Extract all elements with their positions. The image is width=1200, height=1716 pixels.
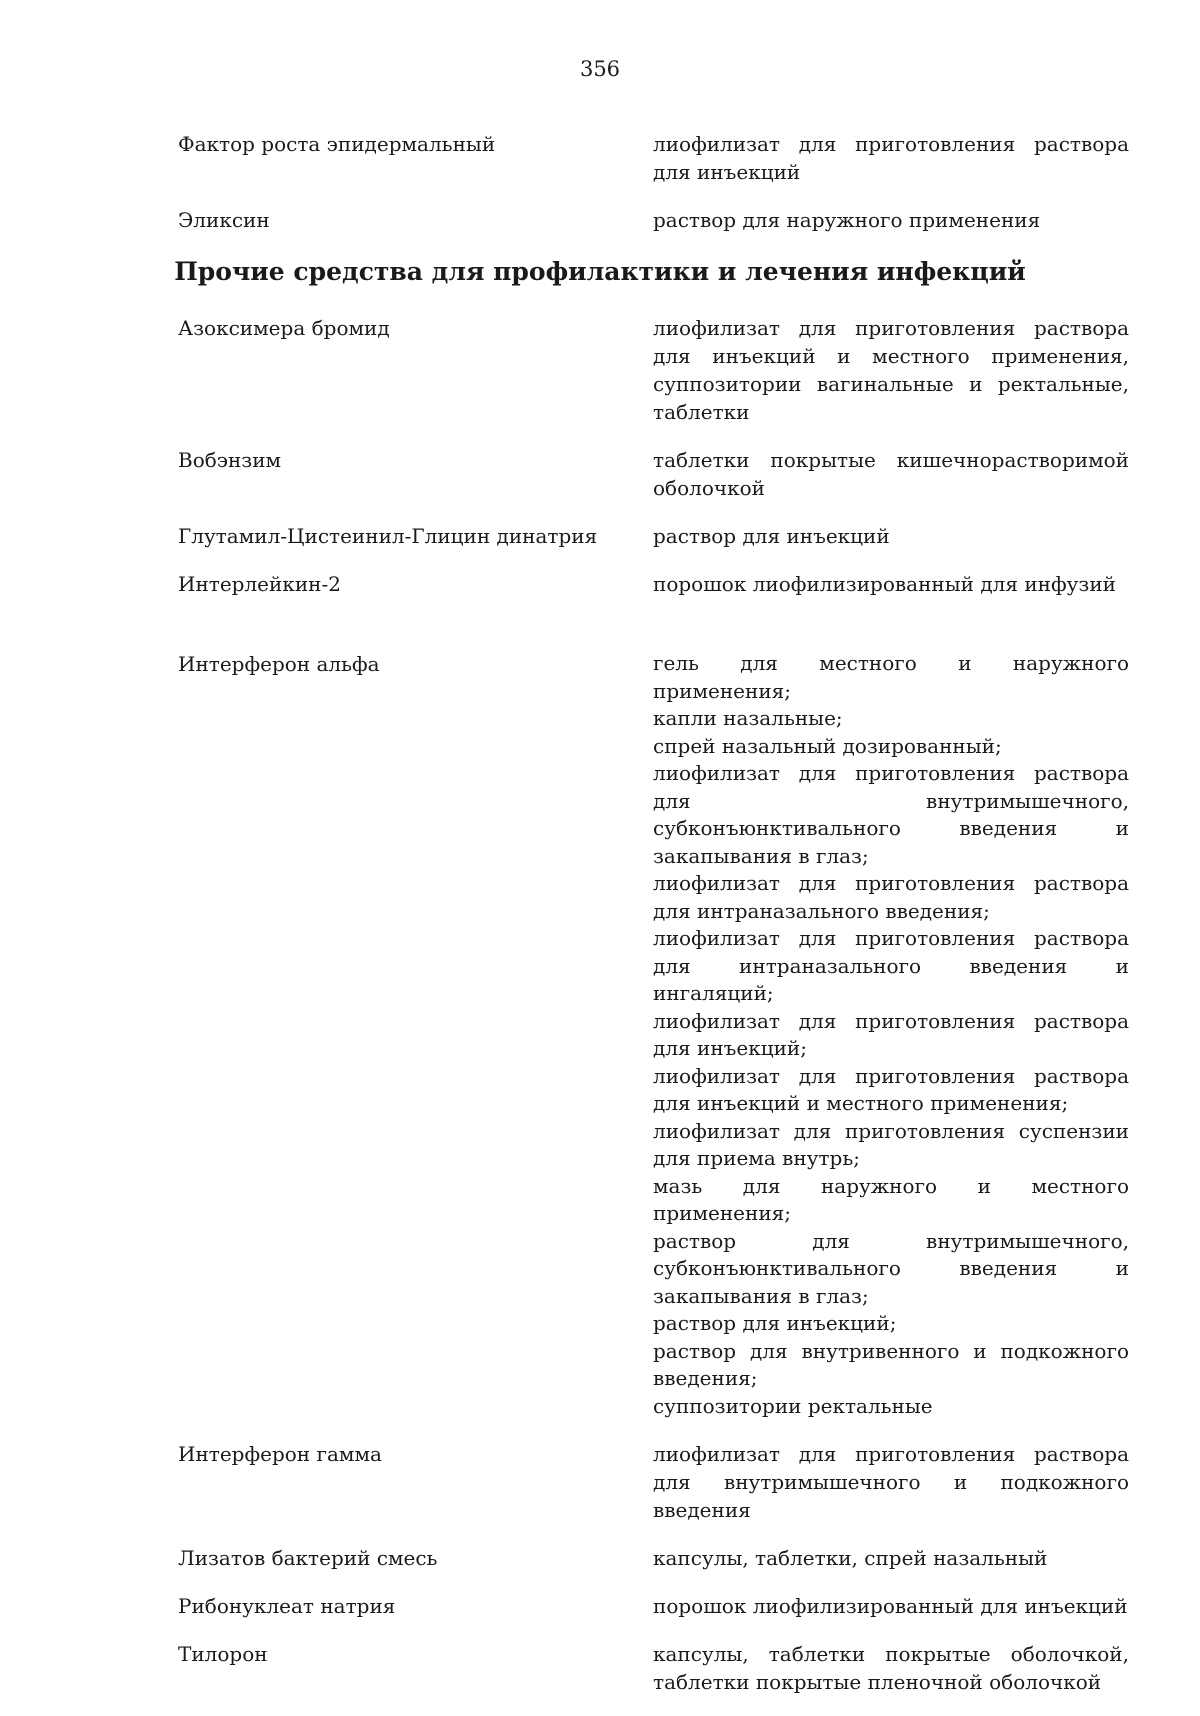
drug-forms — [653, 1544, 1129, 1572]
page-number: 356 — [579, 57, 621, 81]
table-row — [178, 1640, 1130, 1696]
table-row — [178, 206, 1130, 234]
drug-forms — [653, 522, 1129, 550]
table-row — [178, 570, 1130, 598]
drug-forms — [653, 314, 1129, 426]
form-line: лиофилизат для приготовления раствора для инъекций и местного применения; — [653, 1063, 1129, 1115]
section-title: Прочие средства для профилактики и лечения инфекций — [174, 257, 1026, 286]
drug-forms — [653, 1592, 1129, 1620]
drug-table — [178, 314, 1130, 1716]
table-row — [178, 314, 1130, 426]
form-line: суппозитории ректальные — [653, 1393, 933, 1418]
drug-forms — [653, 206, 1129, 234]
form-line: лиофилизат для приготовления раствора для интраназального введения и ингаляций; — [653, 926, 1129, 1005]
form-line: лиофилизат для приготовления раствора для инъекций — [653, 132, 1129, 184]
form-line: порошок лиофилизированный для инъекций — [653, 1594, 1128, 1618]
drug-name: Лизатов бактерий смесь — [178, 1546, 438, 1570]
form-line: капсулы, таблетки, спрей назальный — [653, 1546, 1048, 1570]
form-line: лиофилизат для приготовления суспензии для приема внутрь; — [653, 1118, 1129, 1170]
drug-name: Эликсин — [178, 208, 270, 232]
drug-forms — [653, 130, 1129, 186]
drug-name: Фактор роста эпидермальный — [178, 132, 496, 156]
form-line: порошок лиофилизированный для инфузий — [653, 572, 1116, 596]
drug-name: Интерферон альфа — [178, 652, 380, 676]
drug-forms — [653, 1640, 1129, 1696]
drug-forms — [653, 446, 1129, 502]
table-row — [178, 1592, 1130, 1620]
form-line: капли назальные; — [653, 706, 843, 730]
drug-forms — [653, 570, 1129, 598]
form-line: раствор для инъекций — [653, 524, 890, 548]
form-line: лиофилизат для приготовления раствора для внутримышечного и подкожного введения — [653, 1442, 1129, 1522]
drug-name: Тилорон — [178, 1642, 268, 1666]
drug-name: Азоксимера бромид — [178, 316, 390, 340]
form-line: раствор для инъекций; — [653, 1311, 897, 1335]
table-row — [178, 650, 1130, 1420]
table-row — [178, 1544, 1130, 1572]
form-line: капсулы, таблетки покрытые оболочкой, таблетки покрытые пленочной оболочкой — [653, 1642, 1129, 1694]
form-line: раствор для наружного применения — [653, 208, 1041, 232]
form-line: лиофилизат для приготовления раствора для интраназального введения; — [653, 871, 1129, 923]
drug-table-top — [178, 130, 1130, 254]
table-row — [178, 446, 1130, 502]
drug-name: Рибонуклеат натрия — [178, 1594, 396, 1618]
table-row — [178, 522, 1130, 550]
drug-forms — [653, 650, 1129, 1420]
drug-name: Вобэнзим — [178, 448, 282, 472]
table-row — [178, 130, 1130, 186]
drug-name: Интерлейкин-2 — [178, 572, 341, 596]
table-row — [178, 1440, 1130, 1524]
drug-name: Глутамил-Цистеинил-Глицин динатрия — [178, 524, 598, 548]
form-line: гель для местного и наружного применения; — [653, 651, 1129, 703]
form-line: мазь для наружного и местного применения; — [653, 1173, 1129, 1225]
form-line: таблетки покрытые кишечнорастворимой оболочкой — [653, 448, 1129, 500]
form-line: раствор для внутримышечного, субконъюнктивального введения и закапывания в глаз; — [653, 1228, 1129, 1308]
form-line: лиофилизат для приготовления раствора для внутримышечного, субконъюнктивального введения и закапывания в глаз; — [653, 761, 1129, 868]
drug-forms — [653, 1440, 1129, 1524]
form-line: лиофилизат для приготовления раствора для инъекций; — [653, 1008, 1129, 1060]
form-line: раствор для внутривенного и подкожного введения; — [653, 1338, 1129, 1390]
drug-name: Интерферон гамма — [178, 1442, 382, 1466]
form-line: спрей назальный дозированный; — [653, 733, 1002, 758]
form-line: лиофилизат для приготовления раствора для инъекций и местного применения, суппозитории вагинальные и ректальные, таблетки — [653, 316, 1129, 424]
